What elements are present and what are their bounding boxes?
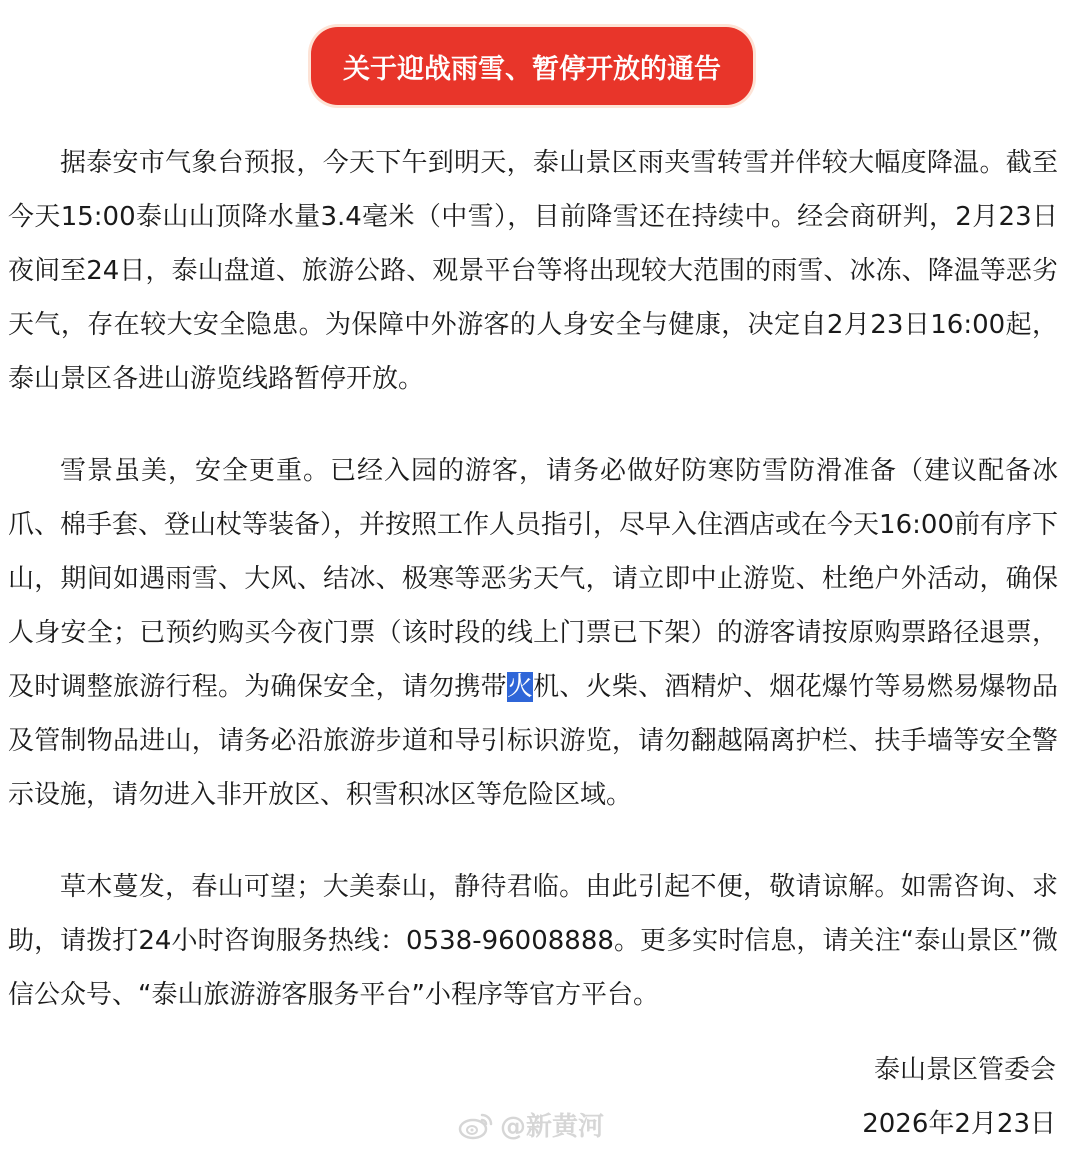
notice-body [8, 136, 1058, 1022]
signature-block [862, 1043, 1056, 1151]
weibo-icon [458, 1110, 494, 1140]
watermark-text: @新黄河 [500, 1112, 605, 1142]
issue-date: 2026年2月23日 [862, 1109, 1056, 1139]
watermark [458, 1106, 604, 1143]
title-banner [308, 24, 756, 108]
paragraph-2-text-after: 机、火柴、酒精炉、烟花爆竹等易燃易爆物品及管制物品进山，请务必沿旅游步道和导引标识游览，请勿翻越隔离护栏、扶手墙等安全警示设施，请勿进入非开放区、积雪积冰区等危险区域。 [8, 672, 1058, 810]
paragraph-2 [8, 444, 1058, 822]
issuing-organization: 泰山景区管委会 [873, 1055, 1056, 1085]
text-selection-highlight[interactable]: 火 [506, 672, 534, 702]
notice-title: 关于迎战雨雪、暂停开放的通告 [343, 53, 721, 85]
title-pill [311, 27, 753, 105]
paragraph-3: 草木蔓发，春山可望；大美泰山，静待君临。由此引起不便，敬请谅解。如需咨询、求助，请拨打24小时咨询服务热线：0538-96008888。更多实时信息，请关注“泰山景区”微信公众号、“泰山旅游游客服务平台”小程序等官方平台。 [8, 872, 1058, 1010]
paragraph-2-text-before: 雪景虽美，安全更重。已经入园的游客，请务必做好防寒防雪防滑准备（建议配备冰爪、棉手套、登山杖等装备），并按照工作人员指引，尽早入住酒店或在今天16:00前有序下山，期间如遇雨雪、大风、结冰、极寒等恶劣天气，请立即中止游览、杜绝户外活动，确保人身安全；已预约购买今夜门票（该时段的线上门票已下架）的游客请按原购票路径退票，及时调整旅游行程。为确保安全，请勿携带 [8, 456, 1058, 702]
paragraph-1: 据泰安市气象台预报，今天下午到明天，泰山景区雨夹雪转雪并伴较大幅度降温。截至今天15:00泰山山顶降水量3.4毫米（中雪），目前降雪还在持续中。经会商研判，2月23日夜间至24日，泰山盘道、旅游公路、观景平台等将出现较大范围的雨雪、冰冻、降温等恶劣天气，存在较大安全隐患。为保障中外游客的人身安全与健康，决定自2月23日16:00起，泰山景区各进山游览线路暂停开放。 [8, 148, 1058, 394]
